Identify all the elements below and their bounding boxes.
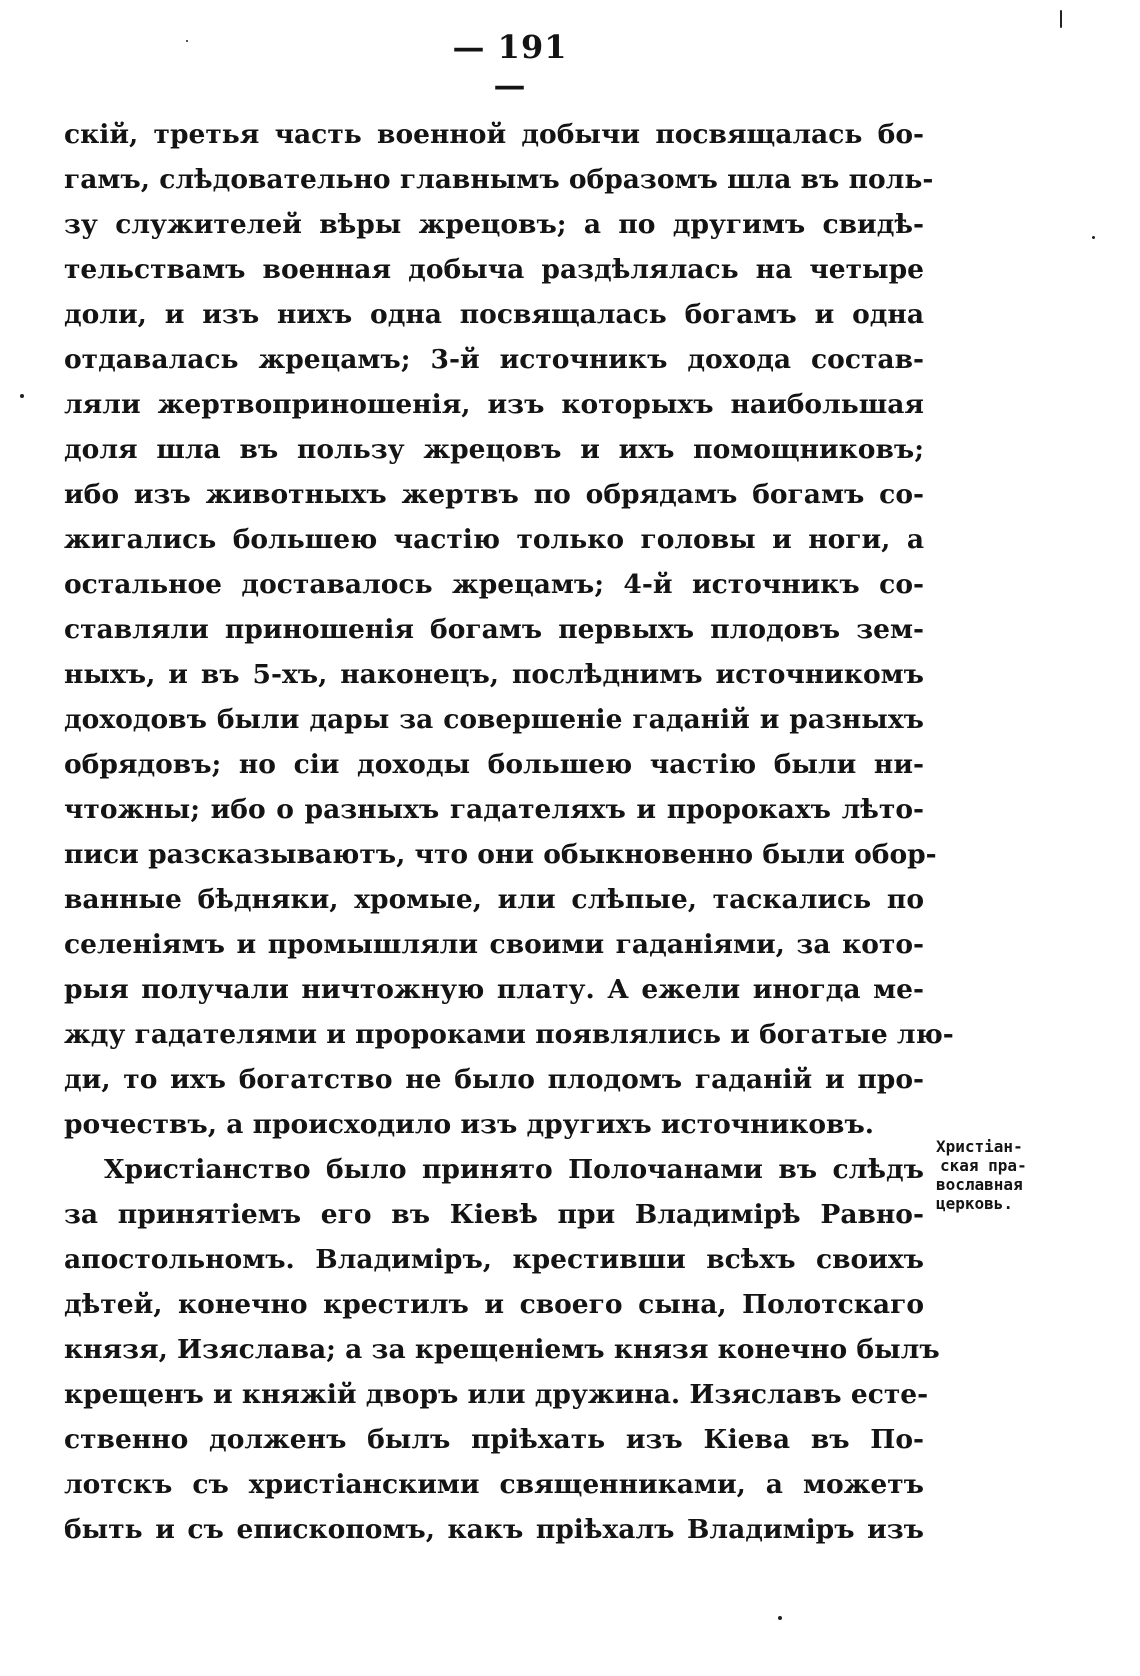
text-line: лотскъ съ христіанскими священниками, а можетъ bbox=[64, 1469, 924, 1500]
text-line: скій, третья часть военной добычи посвящалась бо- bbox=[64, 119, 924, 150]
scan-speck bbox=[1060, 10, 1062, 28]
text-line: ныхъ, и въ 5-хъ, наконецъ, послѣднимъ источникомъ bbox=[64, 659, 924, 690]
text-line: остальное доставалось жрецамъ; 4-й источникъ со- bbox=[64, 569, 924, 600]
text-line: за принятіемъ его въ Кіевѣ при Владимірѣ Равно- bbox=[64, 1199, 924, 1230]
text-line: ляли жертвоприношенія, изъ которыхъ наибольшая bbox=[64, 389, 924, 420]
text-line: апостольномъ. Владиміръ, крестивши всѣхъ своихъ bbox=[64, 1244, 924, 1275]
text-line: рочествъ, а происходило изъ другихъ источниковъ. bbox=[64, 1109, 875, 1140]
margin-note-line: церковь. bbox=[936, 1194, 1014, 1213]
text-line: доли, и изъ нихъ одна посвящалась богамъ и одна bbox=[64, 299, 924, 330]
text-line: ди, то ихъ богатство не было плодомъ гаданій и про- bbox=[64, 1064, 924, 1095]
text-line: обрядовъ; но сіи доходы большею частію были ни- bbox=[64, 749, 924, 780]
margin-note bbox=[936, 1137, 1066, 1213]
text-line: жду гадателями и пророками появлялись и богатые лю- bbox=[64, 1019, 954, 1050]
text-line: зу служителей вѣры жрецовъ; а по другимъ свидѣ- bbox=[64, 209, 924, 240]
text-line: доходовъ были дары за совершеніе гаданій и разныхъ bbox=[64, 704, 924, 735]
text-line: писи разсказываютъ, что они обыкновенно были обор- bbox=[64, 839, 937, 870]
text-line: отдавалась жрецамъ; 3-й источникъ дохода состав- bbox=[64, 344, 924, 375]
text-line: жигались большею частію только головы и ноги, а bbox=[64, 524, 924, 555]
text-line: чтожны; ибо о разныхъ гадателяхъ и пророкахъ лѣто- bbox=[64, 794, 924, 825]
body-text bbox=[64, 112, 954, 1552]
scan-speck bbox=[1092, 236, 1095, 239]
text-line: ванные бѣдняки, хромые, или слѣпые, таскались по bbox=[64, 884, 924, 915]
text-line: доля шла въ пользу жрецовъ и ихъ помощниковъ; bbox=[64, 434, 924, 465]
text-line: ственно долженъ былъ пріѣхать изъ Кіева въ По- bbox=[64, 1424, 924, 1455]
margin-note-line: вославная bbox=[936, 1175, 1023, 1194]
text-line: ибо изъ животныхъ жертвъ по обрядамъ богамъ со- bbox=[64, 479, 924, 510]
text-line: селеніямъ и промышляли своими гаданіями, за кото- bbox=[64, 929, 924, 960]
text-line: ставляли приношенія богамъ первыхъ плодовъ зем- bbox=[64, 614, 924, 645]
text-line: дѣтей, конечно крестилъ и своего сына, Полотскаго bbox=[64, 1289, 924, 1320]
text-line: гамъ, слѣдовательно главнымъ образомъ шла въ поль- bbox=[64, 164, 934, 195]
text-line: крещенъ и княжій дворъ или дружина. Изяславъ есте- bbox=[64, 1379, 929, 1410]
scan-speck bbox=[20, 394, 24, 398]
text-line: князя, Изяслава; а за крещеніемъ князя конечно былъ bbox=[64, 1334, 940, 1365]
text-line: быть и съ епископомъ, какъ пріѣхалъ Владиміръ изъ bbox=[64, 1514, 924, 1545]
text-line: Христіанство было принято Полочанами въ слѣдъ bbox=[104, 1154, 924, 1185]
scan-speck bbox=[778, 1616, 782, 1620]
text-line: тельствамъ военная добыча раздѣлялась на четыре bbox=[64, 254, 924, 285]
margin-note-line: Христіан- bbox=[936, 1137, 1023, 1156]
page-number: — 191 — bbox=[452, 28, 568, 104]
margin-note-line: ская пра- bbox=[940, 1156, 1027, 1175]
scan-speck bbox=[186, 40, 188, 42]
text-line: рыя получали ничтожную плату. А ежели иногда ме- bbox=[64, 974, 924, 1005]
